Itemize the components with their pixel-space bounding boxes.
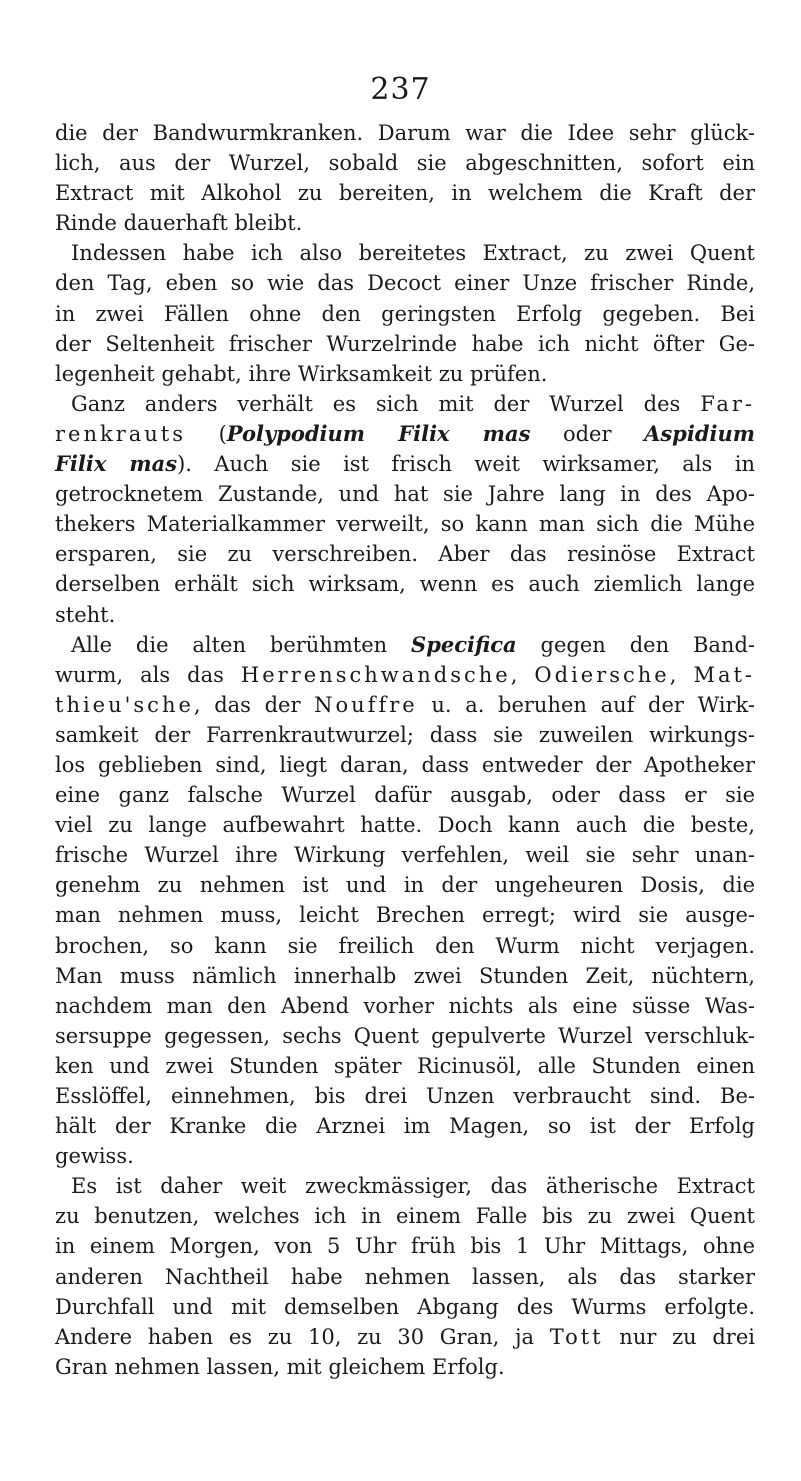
text-line [55,690,755,720]
line-text: den Tag, eben so wie das Decoct einer Unze frischer Rinde, [55,271,755,296]
spaced-name: Tott [549,1324,604,1349]
text-line [55,148,755,178]
line-text: getrocknetem Zustande, und hat sie Jahre lang in des Apo- [55,482,755,507]
line-text: ). Auch sie ist frisch weit wirksamer, als in [177,452,755,477]
text-line [55,900,755,930]
line-text: u. a. beruhen auf der Wirk- [417,692,755,717]
italic-term: Specifica [411,631,517,657]
line-text: ken und zwei Stunden später Ricinusöl, alle Stunden einen [55,1053,755,1078]
text-line [55,419,755,449]
spaced-name: renkrauts [55,421,187,446]
line-text: Alle die alten berühmten [71,632,412,657]
text-line [55,509,755,539]
line-text: Esslöffel, einnehmen, bis drei Unzen verbraucht sind. Be- [55,1084,755,1108]
line-text: Es ist daher weit zweckmässiger, das ätherische Extract [71,1174,755,1199]
line-text: in einem Morgen, von 5 Uhr früh bis 1 Uhr Mittags, ohne [55,1234,755,1259]
text-line [55,1171,755,1201]
italic-term: Filix mas [55,451,178,477]
spaced-name: Far- [700,391,755,416]
text-line [55,1051,755,1081]
line-text: anderen Nachtheil habe nehmen lassen, als das starker [55,1264,755,1289]
line-text: wurm, als das [55,662,241,687]
line-text: in zwei Fällen ohne den geringsten Erfolg gegeben. Bei [55,301,755,326]
text-line [55,1141,755,1171]
line-text: viel zu lange aufbewahrt hatte. Doch kann auch die beste, [55,813,755,838]
text-line [55,1231,755,1261]
text-line [55,329,755,359]
line-text: gewiss. [55,1144,134,1169]
text-line [55,660,755,690]
text-line [55,840,755,870]
text-line [55,479,755,509]
spaced-name: Odiersche [534,662,670,687]
line-text: eine ganz falsche Wurzel dafür ausgab, oder dass er sie [55,783,755,808]
text-line [55,991,755,1021]
text-line [55,1021,755,1051]
line-text: Indessen habe ich also bereitetes Extract, zu zwei Quent [71,241,755,266]
line-text: oder [530,421,645,446]
line-text: steht. [55,602,116,627]
line-text: thekers Materialkammer verweilt, so kann man sich die Mühe [55,512,755,537]
line-text: nachdem man den Abend vorher nichts als eine süsse Was- [55,993,755,1018]
spaced-name: thieu'sche [55,692,194,717]
spaced-name: Nouffre [314,692,418,717]
spaced-name: Mat- [693,662,755,687]
line-text: lich, aus der Wurzel, sobald sie abgeschnitten, sofort ein [55,151,755,176]
line-text: die der Bandwurmkranken. Darum war die Idee sehr glück- [55,121,755,145]
text-line [55,870,755,900]
line-text: Rinde dauerhaft bleibt. [55,211,303,236]
line-text: Ganz anders verhält es sich mit der Wurzel des [71,391,701,416]
text-line [55,299,755,329]
text-line [55,1322,755,1352]
line-text: der Seltenheit frischer Wurzelrinde habe ich nicht öfter Ge- [55,331,755,356]
text-line [55,600,755,630]
text-line [55,1352,755,1382]
line-text: los geblieben sind, liegt daran, dass entweder der Apotheker [55,752,755,777]
line-text: hält der Kranke die Arznei im Magen, so ist der Erfolg [55,1114,755,1139]
line-text: nur zu drei [603,1324,755,1349]
line-text: frische Wurzel ihre Wirkung verfehlen, weil sie sehr unan- [55,843,755,868]
page-number: 237 [370,72,431,107]
text-line [55,931,755,961]
text-line [55,750,755,780]
italic-term: Polypodium Filix mas [226,420,531,446]
line-text: , das der [193,692,315,717]
text-line [55,178,755,208]
text-line [55,539,755,569]
line-text: gegen den Band- [516,632,755,657]
line-text: zu benutzen, welches ich in einem Falle bis zu zwei Quent [55,1204,755,1229]
line-text: samkeit der Farrenkrautwurzel; dass sie zuweilen wirkungs- [55,722,755,747]
text-line [55,118,755,148]
line-text: Gran nehmen lassen, mit gleichem Erfolg. [55,1354,505,1379]
text-line [55,389,755,419]
line-text: ersparen, sie zu verschreiben. Aber das resinöse Extract [55,542,755,567]
line-text: genehm zu nehmen ist und in der ungeheuren Dosis, die [55,873,755,898]
text-line [55,1201,755,1231]
line-text: derselben erhält sich wirksam, wenn es auch ziemlich lange [55,572,755,597]
text-line [55,780,755,810]
line-text: sersuppe gegessen, sechs Quent gepulverte Wurzel verschluk- [55,1023,755,1048]
text-line [55,1262,755,1292]
line-text: Man muss nämlich innerhalb zwei Stunden Zeit, nüchtern, [55,963,755,988]
italic-term: Aspidium [644,420,755,446]
line-text: man nehmen muss, leicht Brechen erregt; wird sie ausge- [55,903,755,928]
body-text [55,118,755,1382]
text-line [55,569,755,599]
text-line [55,810,755,840]
text-line [55,1081,755,1111]
text-line [55,1111,755,1141]
line-text: , [669,662,694,687]
line-text: brochen, so kann sie freilich den Wurm nicht verjagen. [55,933,755,958]
text-line [55,268,755,298]
line-text: , [510,662,535,687]
line-text: Extract mit Alkohol zu bereiten, in welchem die Kraft der [55,181,755,206]
spaced-name: Herrenschwandsche [240,662,511,687]
text-line [55,720,755,750]
line-text: ( [186,421,227,446]
text-line [55,630,755,660]
line-text: legenheit gehabt, ihre Wirksamkeit zu prüfen. [55,361,548,386]
text-line [55,449,755,479]
text-line [55,208,755,238]
text-line [55,359,755,389]
text-line [55,238,755,268]
line-text: Durchfall und mit demselben Abgang des Wurms erfolgte. [55,1294,755,1319]
text-line [55,1292,755,1322]
text-line [55,961,755,991]
line-text: Andere haben es zu 10, zu 30 Gran, ja [55,1324,550,1349]
